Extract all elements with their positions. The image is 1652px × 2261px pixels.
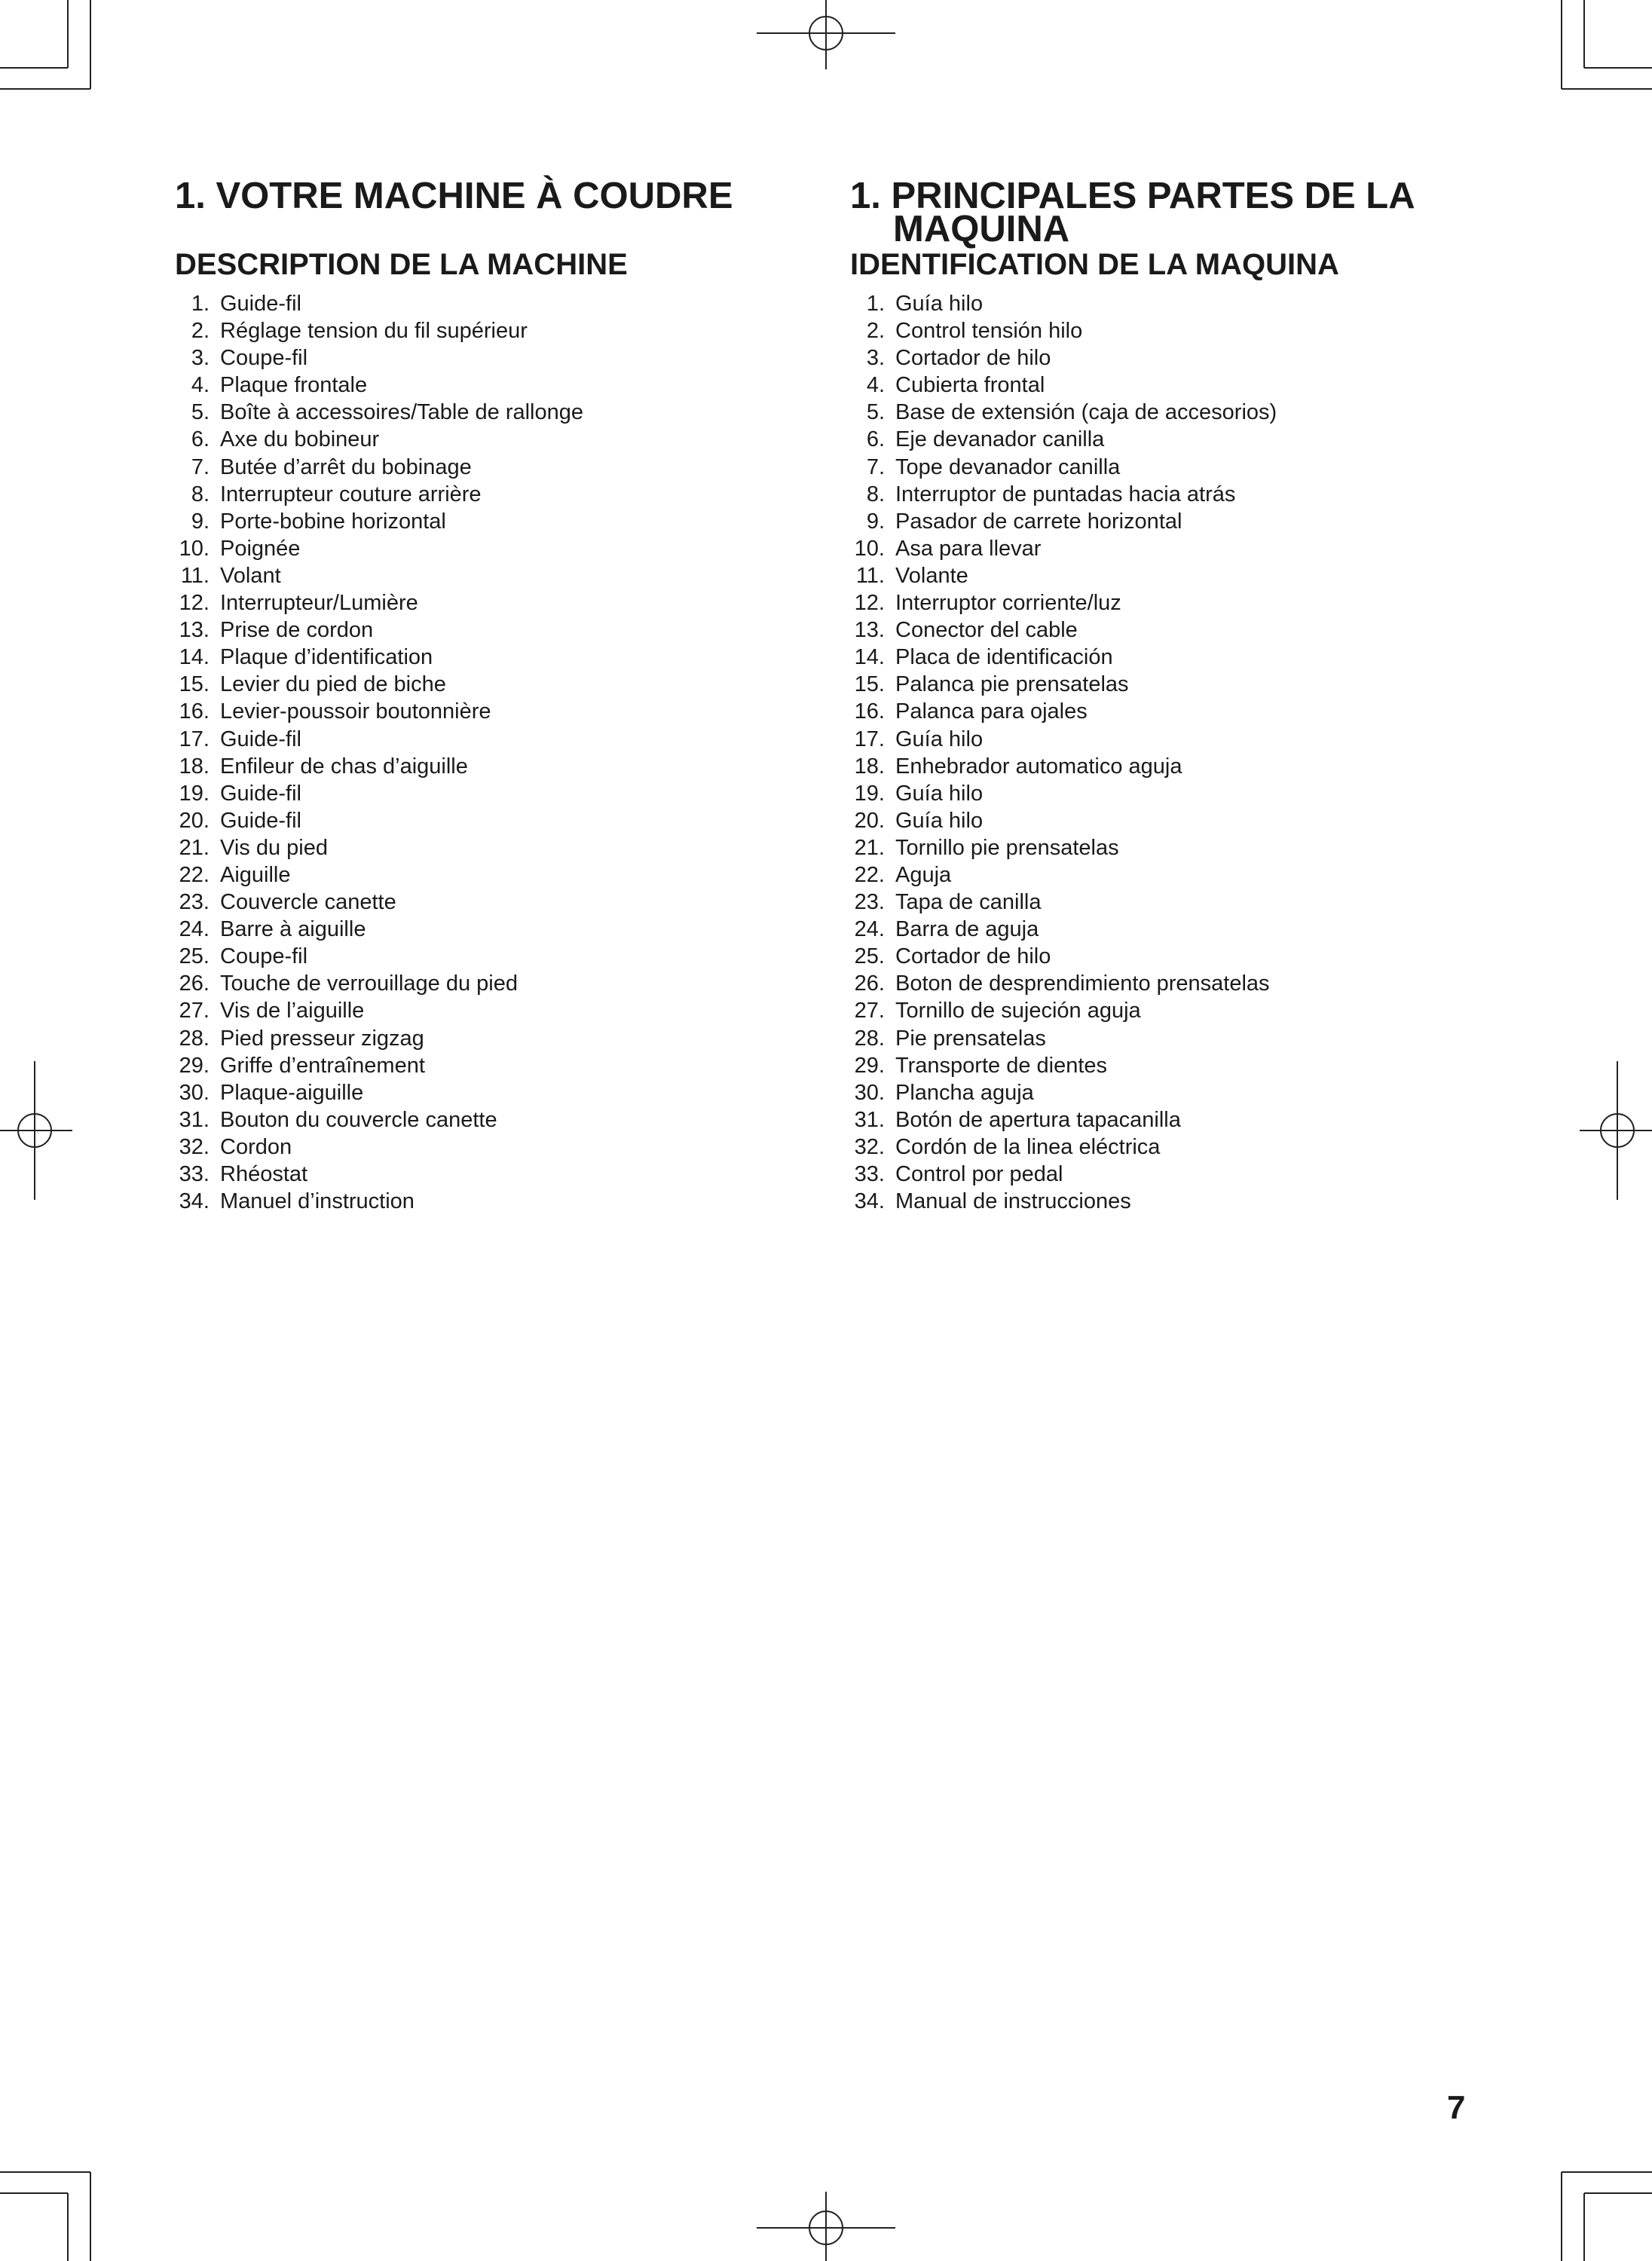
item-number: 34. bbox=[179, 1189, 210, 1214]
item-number: 6. bbox=[866, 427, 885, 452]
item-number: 29. bbox=[179, 1053, 210, 1078]
item-number: 15. bbox=[854, 672, 885, 697]
item-label: Levier-poussoir boutonnière bbox=[220, 699, 491, 724]
item-number: 2. bbox=[866, 319, 885, 344]
list-item bbox=[175, 970, 823, 997]
item-label: Control por pedal bbox=[895, 1162, 1063, 1186]
item-label: Interrupteur couture arrière bbox=[220, 482, 482, 506]
item-number: 13. bbox=[179, 618, 210, 643]
item-number: 31. bbox=[854, 1107, 885, 1132]
item-number: 21. bbox=[854, 835, 885, 860]
registration-mark-left bbox=[0, 1061, 72, 1200]
list-item bbox=[175, 344, 823, 372]
item-label: Vis de l’aiguille bbox=[220, 999, 365, 1023]
list-item bbox=[175, 426, 823, 453]
item-label: Control tensión hilo bbox=[895, 319, 1083, 344]
list-item bbox=[175, 916, 823, 943]
item-number: 1. bbox=[191, 292, 210, 316]
item-label: Volante bbox=[895, 563, 968, 588]
item-label: Guide-fil bbox=[220, 292, 301, 316]
crop-mark-bottom-right bbox=[1562, 2172, 1652, 2261]
item-label: Pie prensatelas bbox=[895, 1026, 1046, 1051]
item-label: Barra de aguja bbox=[895, 917, 1039, 942]
list-item bbox=[850, 589, 1528, 616]
item-number: 7. bbox=[866, 454, 885, 479]
item-number: 22. bbox=[179, 862, 210, 887]
item-label: Transporte de dientes bbox=[895, 1053, 1108, 1078]
item-label: Placa de identificación bbox=[895, 645, 1113, 670]
page-number: 7 bbox=[1447, 2089, 1466, 2126]
list-item bbox=[175, 726, 823, 753]
list-item bbox=[850, 671, 1528, 698]
item-label: Cubierta frontal bbox=[895, 373, 1045, 398]
list-item bbox=[175, 589, 823, 616]
item-label: Griffe d’entraînement bbox=[220, 1053, 425, 1078]
item-label: Plaque-aiguille bbox=[220, 1080, 364, 1105]
item-number: 19. bbox=[854, 781, 885, 806]
list-item bbox=[850, 426, 1528, 453]
item-number: 9. bbox=[866, 509, 885, 534]
list-item bbox=[850, 1106, 1528, 1134]
list-item bbox=[175, 1106, 823, 1134]
registration-mark-right bbox=[1580, 1061, 1652, 1200]
list-item bbox=[175, 1079, 823, 1106]
list-item bbox=[175, 1052, 823, 1079]
item-label: Coupe-fil bbox=[220, 346, 308, 371]
item-label: Eje devanador canilla bbox=[895, 427, 1105, 452]
item-number: 11. bbox=[180, 563, 210, 588]
item-number: 5. bbox=[866, 400, 885, 425]
list-item bbox=[850, 616, 1528, 644]
item-number: 33. bbox=[854, 1162, 885, 1186]
list-item bbox=[850, 997, 1528, 1024]
item-label: Pied presseur zigzag bbox=[220, 1026, 424, 1051]
item-number: 32. bbox=[854, 1134, 885, 1159]
crop-mark-bottom-left bbox=[0, 2172, 90, 2261]
item-label: Couvercle canette bbox=[220, 890, 396, 915]
item-label: Enfileur de chas d’aiguille bbox=[220, 754, 468, 779]
item-label: Cordón de la linea eléctrica bbox=[895, 1134, 1161, 1159]
registration-mark-top bbox=[757, 0, 895, 69]
item-number: 18. bbox=[179, 754, 210, 779]
french-heading: 1. VOTRE MACHINE À COUDRE bbox=[175, 176, 733, 216]
spanish-section bbox=[850, 176, 1528, 1215]
item-number: 29. bbox=[854, 1053, 885, 1078]
list-item bbox=[175, 807, 823, 834]
item-number: 25. bbox=[179, 944, 210, 969]
item-number: 7. bbox=[191, 454, 210, 479]
item-label: Poignée bbox=[220, 536, 301, 561]
list-item bbox=[850, 1025, 1528, 1052]
list-item bbox=[850, 726, 1528, 753]
spanish-subheading: IDENTIFICATION DE LA MAQUINA bbox=[850, 248, 1339, 281]
item-number: 20. bbox=[854, 808, 885, 833]
list-item bbox=[850, 834, 1528, 861]
item-label: Plaque d’identification bbox=[220, 645, 433, 670]
item-label: Prise de cordon bbox=[220, 618, 374, 643]
item-number: 23. bbox=[854, 890, 885, 915]
item-number: 23. bbox=[179, 890, 210, 915]
list-item bbox=[175, 372, 823, 399]
list-item bbox=[850, 1188, 1528, 1215]
spanish-parts-list bbox=[850, 290, 1528, 1215]
item-number: 4. bbox=[866, 373, 885, 398]
list-item bbox=[175, 399, 823, 426]
list-item bbox=[850, 943, 1528, 970]
item-label: Cortador de hilo bbox=[895, 346, 1051, 371]
item-number: 30. bbox=[179, 1080, 210, 1105]
item-number: 20. bbox=[179, 808, 210, 833]
list-item bbox=[175, 508, 823, 535]
list-item bbox=[850, 454, 1528, 481]
list-item bbox=[175, 481, 823, 508]
item-label: Tornillo de sujeción aguja bbox=[895, 999, 1141, 1023]
item-label: Manual de instrucciones bbox=[895, 1189, 1131, 1214]
item-number: 30. bbox=[854, 1080, 885, 1105]
list-item bbox=[850, 535, 1528, 562]
item-number: 1. bbox=[866, 292, 885, 316]
item-number: 8. bbox=[866, 482, 885, 506]
list-item bbox=[850, 481, 1528, 508]
list-item bbox=[850, 290, 1528, 317]
french-parts-list bbox=[175, 290, 823, 1215]
list-item bbox=[175, 290, 823, 317]
item-label: Conector del cable bbox=[895, 618, 1078, 643]
item-number: 26. bbox=[854, 971, 885, 996]
item-label: Volant bbox=[220, 563, 281, 588]
item-label: Levier du pied de biche bbox=[220, 672, 446, 697]
item-number: 15. bbox=[179, 672, 210, 697]
item-label: Tornillo pie prensatelas bbox=[895, 835, 1119, 860]
item-number: 3. bbox=[866, 346, 885, 371]
list-item bbox=[175, 698, 823, 725]
list-item bbox=[850, 317, 1528, 344]
item-number: 24. bbox=[854, 917, 885, 942]
item-number: 33. bbox=[179, 1162, 210, 1186]
item-label: Interruptor de puntadas hacia atrás bbox=[895, 482, 1236, 506]
list-item bbox=[175, 562, 823, 589]
item-number: 24. bbox=[179, 917, 210, 942]
list-item bbox=[175, 1025, 823, 1052]
french-section bbox=[175, 176, 823, 1215]
list-item bbox=[175, 671, 823, 698]
item-label: Rhéostat bbox=[220, 1162, 308, 1186]
list-item bbox=[175, 861, 823, 889]
item-label: Boîte à accessoires/Table de rallonge bbox=[220, 400, 584, 425]
item-label: Cordon bbox=[220, 1134, 292, 1159]
list-item bbox=[850, 1161, 1528, 1188]
item-label: Cortador de hilo bbox=[895, 944, 1051, 969]
item-number: 4. bbox=[191, 373, 210, 398]
list-item bbox=[850, 861, 1528, 889]
item-label: Plaque frontale bbox=[220, 373, 368, 398]
crop-mark-top-right bbox=[1562, 0, 1652, 89]
item-number: 6. bbox=[191, 427, 210, 452]
item-number: 11. bbox=[855, 563, 885, 588]
item-number: 17. bbox=[179, 727, 210, 751]
item-label: Asa para llevar bbox=[895, 536, 1042, 561]
item-label: Butée d’arrêt du bobinage bbox=[220, 454, 472, 479]
item-number: 22. bbox=[854, 862, 885, 887]
list-item bbox=[850, 970, 1528, 997]
item-label: Aguja bbox=[895, 862, 952, 887]
item-number: 10. bbox=[179, 536, 210, 561]
list-item bbox=[175, 454, 823, 481]
item-label: Plancha aguja bbox=[895, 1080, 1034, 1105]
item-label: Base de extensión (caja de accesorios) bbox=[895, 400, 1277, 425]
list-item bbox=[175, 997, 823, 1024]
item-number: 19. bbox=[179, 781, 210, 806]
item-label: Réglage tension du fil supérieur bbox=[220, 319, 528, 344]
list-item bbox=[850, 344, 1528, 372]
item-number: 31. bbox=[179, 1107, 210, 1132]
item-label: Touche de verrouillage du pied bbox=[220, 971, 518, 996]
item-number: 28. bbox=[179, 1026, 210, 1051]
list-item bbox=[175, 616, 823, 644]
item-label: Interruptor corriente/luz bbox=[895, 591, 1121, 616]
list-item bbox=[175, 535, 823, 562]
item-label: Enhebrador automatico aguja bbox=[895, 754, 1182, 779]
item-label: Palanca para ojales bbox=[895, 699, 1088, 724]
item-label: Botón de apertura tapacanilla bbox=[895, 1107, 1181, 1132]
list-item bbox=[175, 834, 823, 861]
item-number: 34. bbox=[854, 1189, 885, 1214]
item-number: 27. bbox=[179, 999, 210, 1023]
item-number: 5. bbox=[191, 400, 210, 425]
item-number: 32. bbox=[179, 1134, 210, 1159]
item-label: Pasador de carrete horizontal bbox=[895, 509, 1182, 534]
item-number: 26. bbox=[179, 971, 210, 996]
item-label: Bouton du couvercle canette bbox=[220, 1107, 497, 1132]
item-label: Aiguille bbox=[220, 862, 291, 887]
item-label: Vis du pied bbox=[220, 835, 328, 860]
french-subheading: DESCRIPTION DE LA MACHINE bbox=[175, 248, 628, 281]
list-item bbox=[175, 317, 823, 344]
item-label: Palanca pie prensatelas bbox=[895, 672, 1129, 697]
registration-mark-bottom bbox=[757, 2192, 895, 2261]
list-item bbox=[850, 508, 1528, 535]
item-number: 14. bbox=[854, 645, 885, 670]
spanish-heading: 1. PRINCIPALES PARTES DE LA MAQUINA bbox=[850, 176, 1414, 249]
item-label: Tope devanador canilla bbox=[895, 454, 1121, 479]
item-number: 3. bbox=[191, 346, 210, 371]
item-label: Guide-fil bbox=[220, 727, 301, 751]
list-item bbox=[850, 1134, 1528, 1161]
item-number: 17. bbox=[854, 727, 885, 751]
item-number: 2. bbox=[191, 319, 210, 344]
item-label: Axe du bobineur bbox=[220, 427, 380, 452]
list-item bbox=[850, 399, 1528, 426]
item-number: 27. bbox=[854, 999, 885, 1023]
list-item bbox=[175, 889, 823, 916]
list-item bbox=[175, 1134, 823, 1161]
item-number: 18. bbox=[854, 754, 885, 779]
list-item bbox=[175, 780, 823, 807]
item-number: 13. bbox=[854, 618, 885, 643]
list-item bbox=[850, 753, 1528, 780]
list-item bbox=[850, 562, 1528, 589]
item-label: Tapa de canilla bbox=[895, 890, 1042, 915]
item-label: Guía hilo bbox=[895, 808, 984, 833]
list-item bbox=[850, 807, 1528, 834]
item-number: 8. bbox=[191, 482, 210, 506]
item-number: 28. bbox=[854, 1026, 885, 1051]
list-item bbox=[850, 1079, 1528, 1106]
list-item bbox=[850, 889, 1528, 916]
item-label: Guía hilo bbox=[895, 727, 984, 751]
item-label: Guía hilo bbox=[895, 292, 984, 316]
item-label: Manuel d’instruction bbox=[220, 1189, 415, 1214]
item-label: Porte-bobine horizontal bbox=[220, 509, 446, 534]
item-label: Coupe-fil bbox=[220, 944, 308, 969]
item-label: Barre à aiguille bbox=[220, 917, 366, 942]
item-number: 16. bbox=[854, 699, 885, 724]
list-item bbox=[175, 1188, 823, 1215]
list-item bbox=[850, 916, 1528, 943]
item-label: Guide-fil bbox=[220, 808, 301, 833]
list-item bbox=[175, 943, 823, 970]
item-number: 10. bbox=[854, 536, 885, 561]
list-item bbox=[175, 1161, 823, 1188]
list-item bbox=[175, 644, 823, 671]
item-label: Guide-fil bbox=[220, 781, 301, 806]
item-number: 12. bbox=[179, 591, 210, 616]
item-number: 12. bbox=[854, 591, 885, 616]
list-item bbox=[850, 698, 1528, 725]
item-number: 16. bbox=[179, 699, 210, 724]
item-number: 25. bbox=[854, 944, 885, 969]
item-number: 9. bbox=[191, 509, 210, 534]
list-item bbox=[850, 644, 1528, 671]
list-item bbox=[850, 1052, 1528, 1079]
list-item bbox=[175, 753, 823, 780]
item-number: 14. bbox=[179, 645, 210, 670]
list-item bbox=[850, 780, 1528, 807]
item-label: Boton de desprendimiento prensatelas bbox=[895, 971, 1270, 996]
crop-mark-top-left bbox=[0, 0, 90, 89]
item-number: 21. bbox=[179, 835, 210, 860]
item-label: Guía hilo bbox=[895, 781, 984, 806]
list-item bbox=[850, 372, 1528, 399]
item-label: Interrupteur/Lumière bbox=[220, 591, 418, 616]
